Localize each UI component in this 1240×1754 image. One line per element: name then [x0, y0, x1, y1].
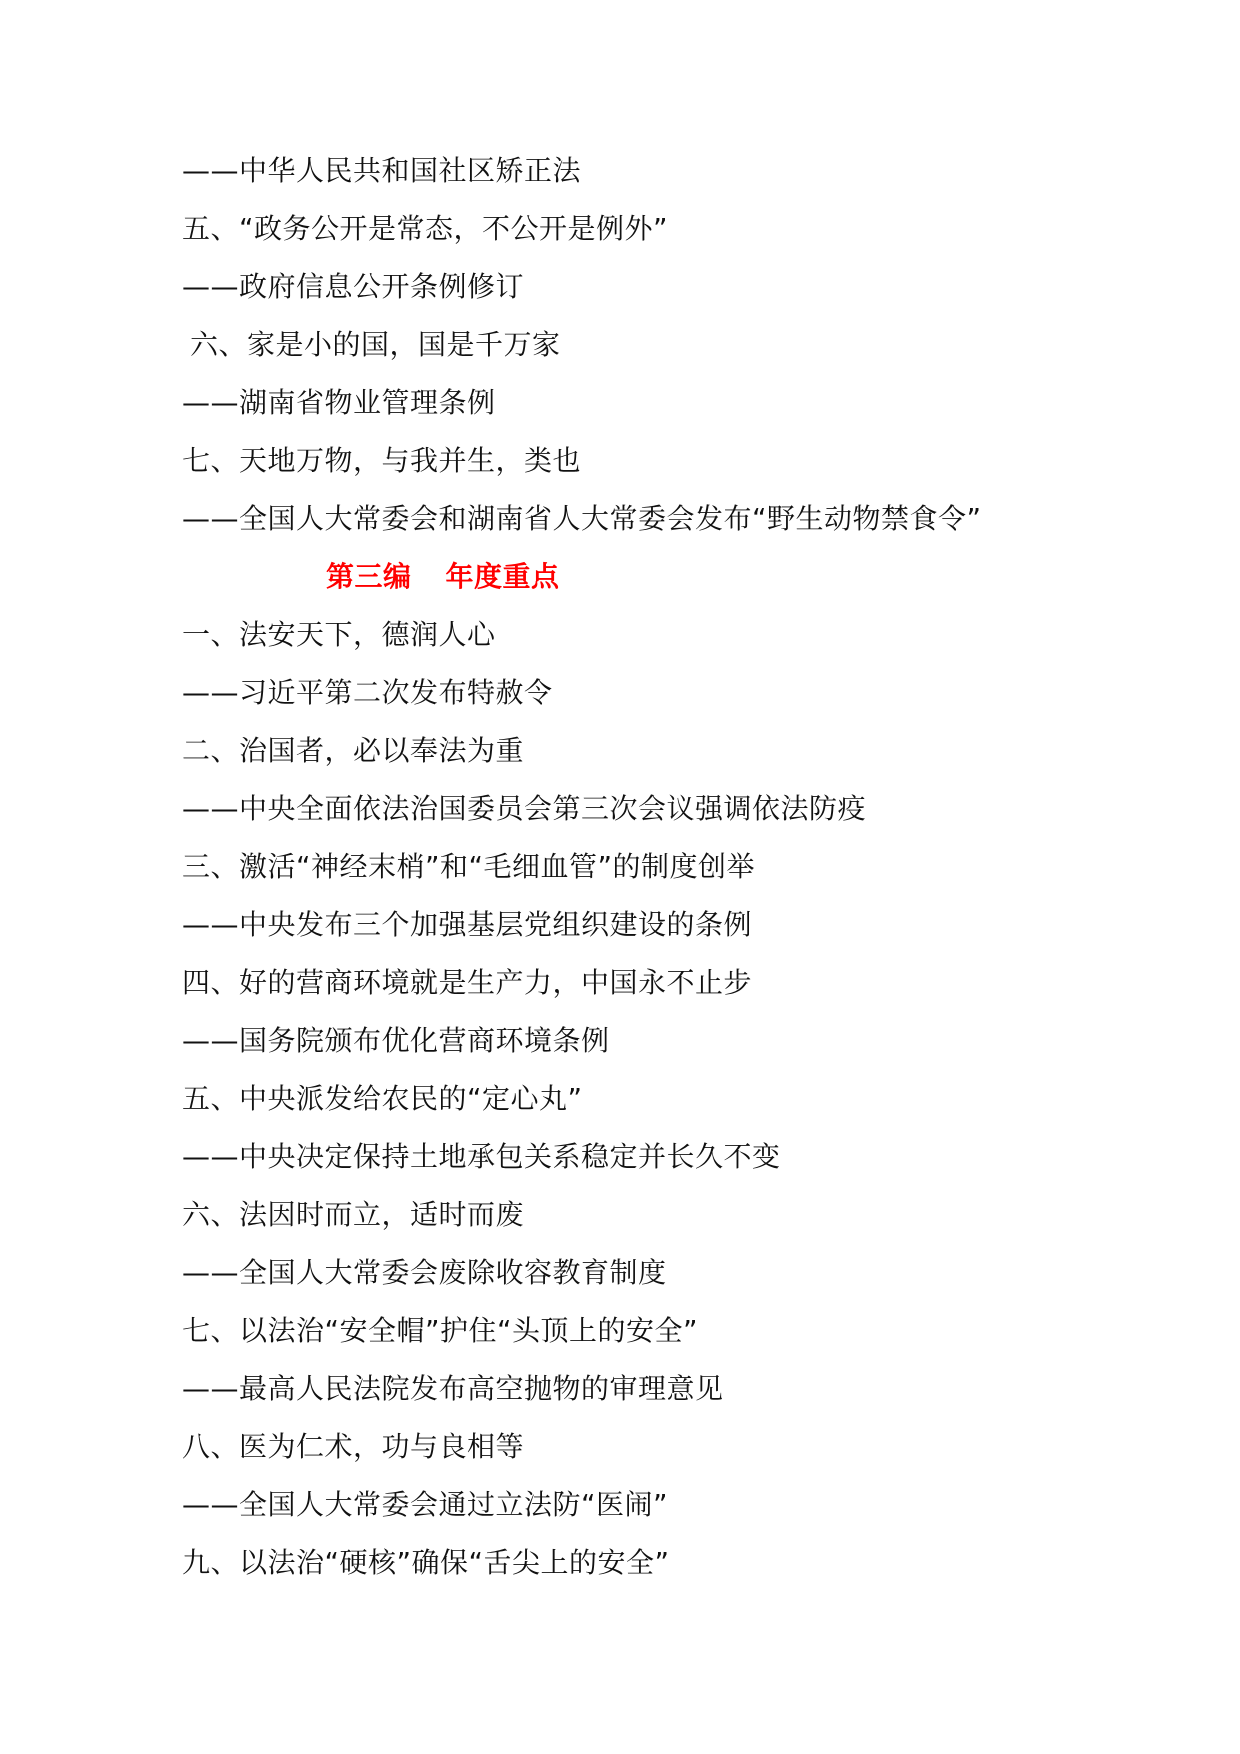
text-line: 六、家是小的国，国是千万家	[190, 328, 561, 361]
text-line: ——中央发布三个加强基层党组织建设的条例	[182, 908, 753, 941]
text-line: ——中华人民共和国社区矫正法	[182, 154, 582, 187]
text-line: 二、治国者，必以奉法为重	[182, 734, 525, 767]
text-line: ——习近平第二次发布特赦令	[182, 676, 553, 709]
text-line: 一、法安天下，德润人心	[182, 618, 496, 651]
text-line: ——全国人大常委会和湖南省人大常委会发布“野生动物禁食令”	[182, 502, 982, 535]
text-line: 五、“政务公开是常态，不公开是例外”	[182, 212, 669, 245]
text-line: 七、天地万物，与我并生，类也	[182, 444, 582, 477]
text-line: ——中央决定保持土地承包关系稳定并长久不变	[182, 1140, 781, 1173]
text-line: ——全国人大常委会通过立法防“医闹”	[182, 1488, 669, 1521]
text-line: 五、中央派发给农民的“定心丸”	[182, 1082, 583, 1115]
text-line: ——国务院颁布优化营商环境条例	[182, 1024, 610, 1057]
text-line: ——中央全面依法治国委员会第三次会议强调依法防疫	[182, 792, 867, 825]
text-line: 八、医为仁术，功与良相等	[182, 1430, 525, 1463]
section-title: 年度重点	[445, 560, 560, 593]
text-line: ——全国人大常委会废除收容教育制度	[182, 1256, 667, 1289]
text-line: 九、以法治“硬核”确保“舌尖上的安全”	[182, 1546, 670, 1579]
section-part-label: 第三编	[326, 560, 412, 593]
text-line: 七、以法治“安全帽”护住“头顶上的安全”	[182, 1314, 699, 1347]
text-line: 三、激活“神经末梢”和“毛细血管”的制度创举	[182, 850, 756, 883]
text-line: ——最高人民法院发布高空抛物的审理意见	[182, 1372, 724, 1405]
text-line: ——湖南省物业管理条例	[182, 386, 496, 419]
text-line: 四、好的营商环境就是生产力，中国永不止步	[182, 966, 753, 999]
text-line: ——政府信息公开条例修订	[182, 270, 525, 303]
text-line: 六、法因时而立，适时而废	[182, 1198, 525, 1231]
document-body	[182, 142, 1162, 1592]
section-heading	[182, 548, 1162, 606]
